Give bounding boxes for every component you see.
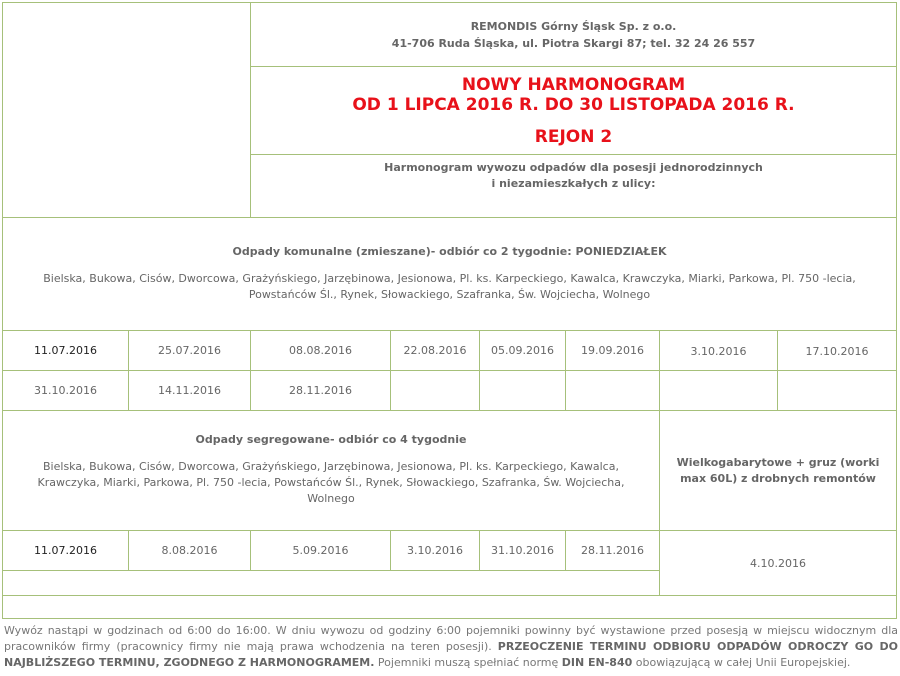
communal-date-cell xyxy=(2,370,129,411)
company-name: REMONDIS Górny Śląsk Sp. z o.o. xyxy=(470,19,677,33)
footer-bold-1: PRZEOCZENIE TERMINU ODBIORU ODPADÓW ODROCZY GO DO NAJBLIŻSZEGO TERMINU, ZGODNEGO Z HARMONOGRAMEM. xyxy=(4,640,898,669)
title-block xyxy=(250,66,897,155)
segregated-date: 5.09.2016 xyxy=(292,544,349,557)
segregated-date: 8.08.2016 xyxy=(161,544,218,557)
empty-row xyxy=(2,595,897,619)
bulky-title-line-2: max 60L) z drobnych remontów xyxy=(680,471,876,485)
segregated-streets-line-3: Wolnego xyxy=(307,492,355,505)
communal-date: 25.07.2016 xyxy=(158,344,221,357)
communal-date: 08.08.2016 xyxy=(289,344,352,357)
communal-date-cell xyxy=(659,330,778,371)
title-line-1: NOWY HARMONOGRAM xyxy=(461,74,686,95)
footer-notice xyxy=(4,623,898,671)
communal-streets xyxy=(3,271,896,303)
bulky-date-cell xyxy=(659,530,897,596)
region-label: REJON 2 xyxy=(534,126,613,147)
segregated-date-cell xyxy=(390,530,480,571)
footer-text-3: obowiązującą w całej Unii Europejskiej. xyxy=(632,656,851,669)
communal-date: 11.07.2016 xyxy=(34,344,97,357)
communal-date-cell xyxy=(250,330,391,371)
company-info xyxy=(250,2,897,67)
logo-area xyxy=(2,2,251,218)
segregated-date-cell xyxy=(565,530,660,571)
segregated-date-cell xyxy=(479,530,566,571)
subtitle-block xyxy=(250,154,897,218)
communal-date: 3.10.2016 xyxy=(690,345,747,358)
bulky-section xyxy=(659,410,897,531)
communal-date: 14.11.2016 xyxy=(158,384,221,397)
segregated-streets xyxy=(3,459,659,507)
segregated-date-cell xyxy=(2,530,129,571)
segregated-section xyxy=(2,410,660,531)
communal-date: 05.09.2016 xyxy=(491,344,554,357)
segregated-date: 3.10.2016 xyxy=(407,544,463,557)
footer-text-2: Pojemniki muszą spełniać normę xyxy=(374,656,562,669)
communal-date-cell xyxy=(250,370,391,411)
communal-date: 17.10.2016 xyxy=(805,345,869,358)
communal-date: 28.11.2016 xyxy=(289,384,352,397)
communal-date-cell xyxy=(390,330,480,371)
communal-date: 31.10.2016 xyxy=(34,384,97,397)
segregated-date: 11.07.2016 xyxy=(34,544,97,557)
communal-date-cell xyxy=(777,330,897,371)
empty-cell xyxy=(479,370,566,411)
segregated-title: Odpady segregowane- odbiór co 4 tygodnie xyxy=(195,433,467,446)
empty-cell xyxy=(777,370,897,411)
segregated-date-cell xyxy=(250,530,391,571)
communal-date: 22.08.2016 xyxy=(403,344,467,357)
communal-streets-line-2: Powstańców Śl., Rynek, Słowackiego, Szafranka, Św. Wojciecha, Wolnego xyxy=(248,288,651,301)
communal-date-cell xyxy=(2,330,129,371)
segregated-date-cell xyxy=(128,530,251,571)
segregated-streets-line-1: Bielska, Bukowa, Cisów, Dworcowa, Grażyńskiego, Jarzębinowa, Jesionowa, Pl. ks. Karpeckiego, Kawalca, xyxy=(43,460,619,473)
subtitle-line-1: Harmonogram wywozu odpadów dla posesji jednorodzinnych xyxy=(384,161,763,174)
segregated-date: 31.10.2016 xyxy=(491,544,554,557)
title-line-2: OD 1 LIPCA 2016 R. DO 30 LISTOPADA 2016 R. xyxy=(352,94,795,115)
empty-cell xyxy=(565,370,660,411)
company-address: 41-706 Ruda Śląska, ul. Piotra Skargi 87; tel. 32 24 26 557 xyxy=(391,36,756,50)
subtitle-line-2: i niezamieszkałych z ulicy: xyxy=(491,177,656,190)
communal-date-cell xyxy=(565,330,660,371)
empty-cell xyxy=(659,370,778,411)
footer-bold-2: DIN EN-840 xyxy=(561,656,633,669)
communal-date-cell xyxy=(128,330,251,371)
communal-section xyxy=(2,217,897,331)
communal-date: 19.09.2016 xyxy=(581,344,644,357)
footer-text-1: Wywóz nastąpi w godzinach od 6:00 do 16:00. W dniu wywozu od godziny 6:00 pojemniki powinny być wystawione przed posesją w miejscu widocznym dla pracowników firmy (pracownicy firmy nie mają prawa wchodzenia na teren posesji). xyxy=(4,624,898,653)
communal-streets-line-1: Bielska, Bukowa, Cisów, Dworcowa, Grażyńskiego, Jarzębinowa, Jesionowa, Pl. ks. Karpeckiego, Kawalca, Krawczyka, Miarki, Parkowa, Pl. 750 -lecia, xyxy=(43,272,856,285)
segregated-streets-line-2: Krawczyka, Miarki, Parkowa, Pl. 750 -lecia, Powstańców Śl., Rynek, Słowackiego, Szafranka, Św. Wojciecha, xyxy=(37,476,625,489)
communal-date-cell xyxy=(479,330,566,371)
segregated-date: 28.11.2016 xyxy=(581,544,644,557)
empty-cell xyxy=(390,370,480,411)
bulky-title-line-1: Wielkogabarytowe + gruz (worki xyxy=(676,455,880,469)
communal-date-cell xyxy=(128,370,251,411)
communal-title: Odpady komunalne (zmieszane)- odbiór co 2 tygodnie: PONIEDZIAŁEK xyxy=(232,245,667,258)
empty-row xyxy=(2,570,660,596)
bulky-date: 4.10.2016 xyxy=(750,556,806,570)
